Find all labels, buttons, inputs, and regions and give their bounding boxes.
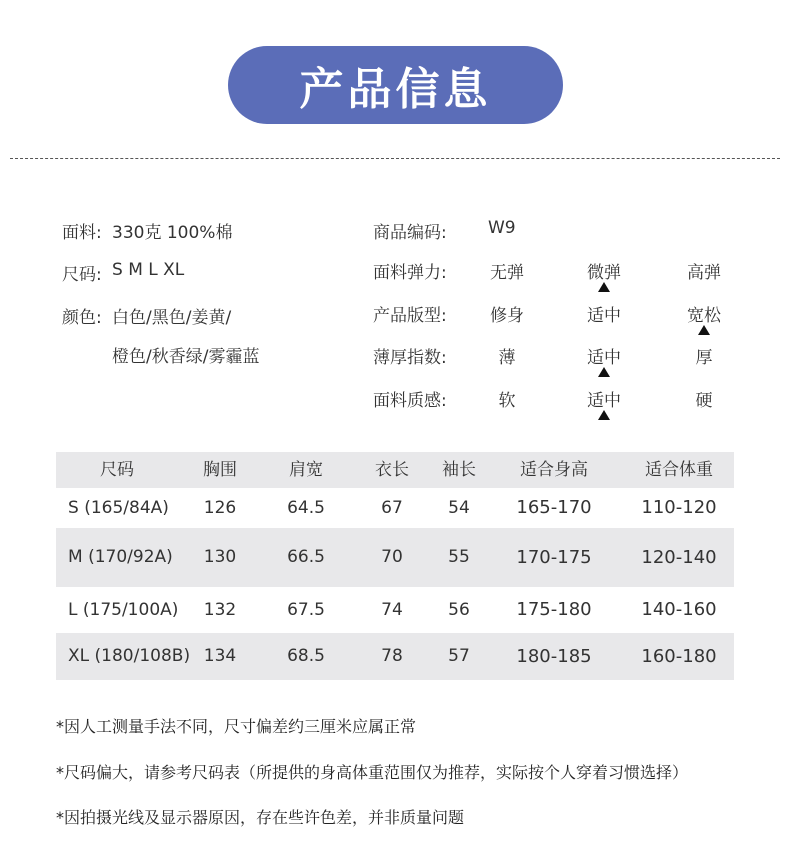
table-header-cell: 尺码: [100, 460, 134, 480]
size-value: S M L XL: [112, 260, 185, 280]
table-cell: 160-180: [641, 646, 717, 667]
note-color-difference: *因拍摄光线及显示器原因，存在些许色差，并非质量问题: [56, 808, 465, 827]
table-header-cell: 袖长: [442, 460, 476, 480]
attribute-option: 宽松: [687, 306, 721, 326]
table-cell: 66.5: [287, 547, 325, 567]
table-cell: 70: [381, 547, 403, 567]
attribute-option: 适中: [587, 306, 621, 326]
attribute-option: 薄: [498, 348, 516, 368]
attribute-label: 薄厚指数:: [373, 348, 447, 368]
table-cell: 126: [203, 498, 237, 518]
table-row: [56, 633, 734, 680]
table-cell: 180-185: [516, 646, 592, 667]
product-code-label: 商品编码:: [373, 223, 447, 243]
fabric-value: 330克 100%棉: [112, 223, 233, 243]
attribute-label: 产品版型:: [373, 306, 447, 326]
attribute-option: 无弹: [490, 263, 524, 283]
color-value-line1: 白色/黑色/姜黄/: [112, 308, 232, 328]
attribute-label: 面料质感:: [373, 391, 447, 411]
table-cell: S (165/84A): [68, 498, 169, 518]
table-cell: 175-180: [516, 599, 592, 620]
table-header-cell: 适合身高: [520, 460, 588, 480]
table-cell: 55: [448, 547, 470, 567]
table-cell: 54: [448, 498, 470, 518]
dashed-divider: [10, 158, 780, 159]
table-cell: 165-170: [516, 497, 592, 518]
table-cell: XL (180/108B): [68, 646, 191, 666]
table-cell: 74: [381, 600, 403, 620]
table-cell: L (175/100A): [68, 600, 179, 620]
table-cell: 132: [203, 600, 237, 620]
size-label: 尺码:: [62, 265, 102, 285]
table-header-cell: 肩宽: [289, 460, 323, 480]
note-size-advice: *尺码偏大，请参考尺码表（所提供的身高体重范围仅为推荐，实际按个人穿着习惯选择）: [56, 763, 689, 782]
table-header-cell: 胸围: [203, 460, 237, 480]
table-cell: 57: [448, 646, 470, 666]
table-cell: 140-160: [641, 599, 717, 620]
attribute-option: 厚: [695, 348, 713, 368]
color-label: 颜色:: [62, 308, 102, 328]
table-cell: 130: [203, 547, 237, 567]
table-header-cell: 衣长: [375, 460, 409, 480]
attribute-label: 面料弹力:: [373, 263, 447, 283]
selected-marker-icon: [598, 282, 610, 292]
table-header: [56, 452, 734, 488]
attribute-option: 高弹: [687, 263, 721, 283]
table-body: [56, 488, 734, 680]
page-title: 产品信息: [228, 46, 563, 124]
attribute-option: 微弹: [587, 263, 621, 283]
table-cell: 170-175: [516, 547, 592, 568]
table-cell: 120-140: [641, 547, 717, 568]
attribute-option: 适中: [587, 348, 621, 368]
table-cell: 78: [381, 646, 403, 666]
attribute-option: 修身: [490, 306, 524, 326]
table-cell: 64.5: [287, 498, 325, 518]
selected-marker-icon: [598, 367, 610, 377]
table-cell: 134: [203, 646, 237, 666]
table-cell: 68.5: [287, 646, 325, 666]
size-table: [56, 452, 734, 680]
table-cell: 67: [381, 498, 403, 518]
attribute-option: 硬: [695, 391, 713, 411]
table-cell: 110-120: [641, 497, 717, 518]
table-header-cell: 适合体重: [645, 460, 713, 480]
selected-marker-icon: [698, 325, 710, 335]
color-value-line2: 橙色/秋香绿/雾霾蓝: [112, 347, 260, 367]
table-row: [56, 528, 734, 587]
attribute-option: 软: [498, 391, 516, 411]
table-cell: 56: [448, 600, 470, 620]
table-cell: 67.5: [287, 600, 325, 620]
table-cell: M (170/92A): [68, 547, 173, 567]
table-row: [56, 587, 734, 633]
fabric-label: 面料:: [62, 223, 102, 243]
product-code-value: W9: [488, 218, 516, 238]
attribute-option: 适中: [587, 391, 621, 411]
note-measurement: *因人工测量手法不同，尺寸偏差约三厘米应属正常: [56, 717, 417, 736]
selected-marker-icon: [598, 410, 610, 420]
table-row: [56, 488, 734, 528]
